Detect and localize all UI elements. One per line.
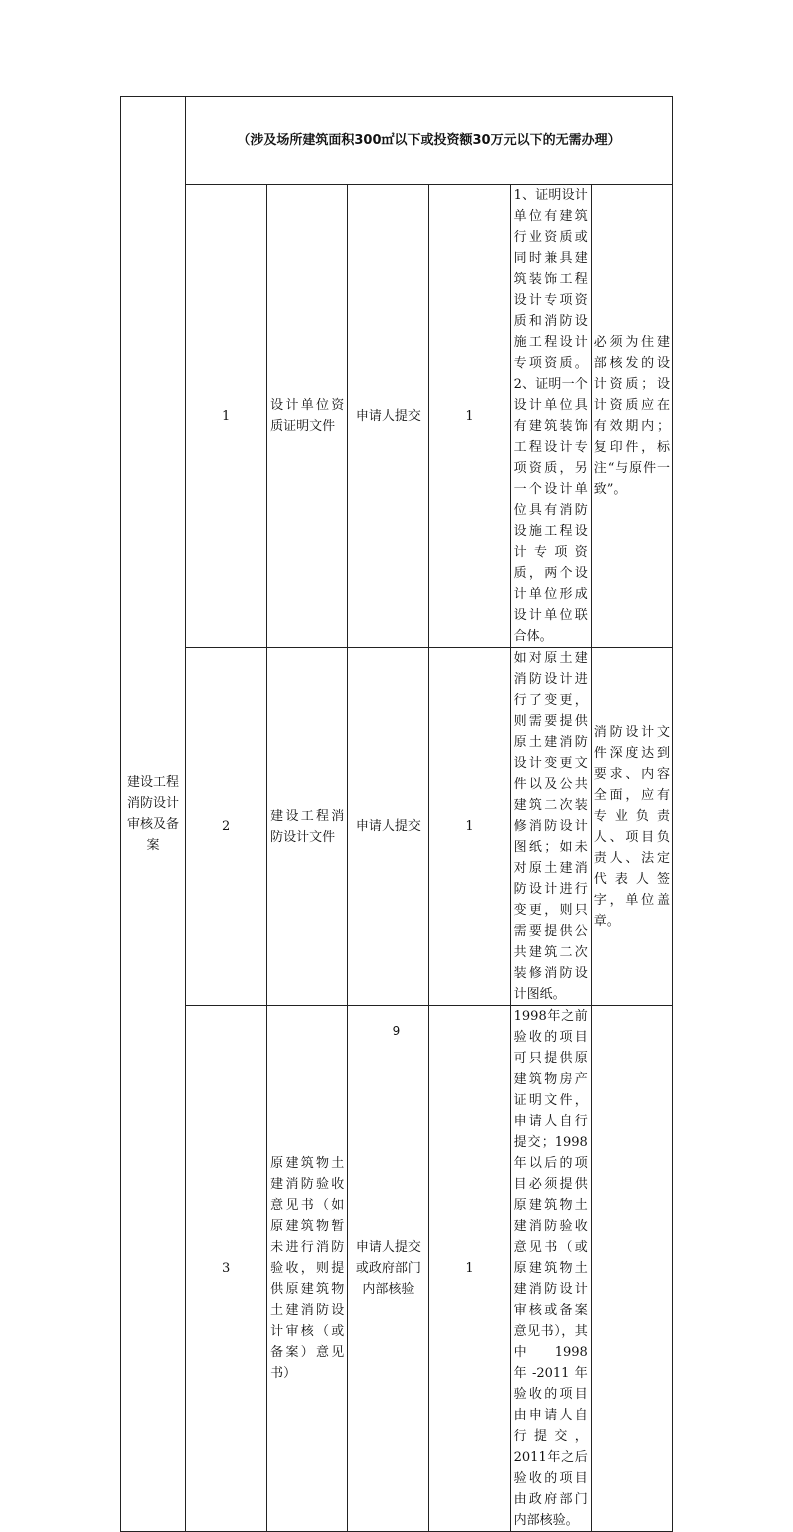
material-condition: 1、证明设计单位有建筑行业资质或同时兼具建筑装饰工程设计专项资质和消防设施工程设计专项资质。2、证明一个设计单位具有建筑装饰工程设计专项资质，另一个设计单位具有消防设施工程设计专项资质，两个设计单位形成设计单位联合体。 <box>513 188 588 644</box>
material-requirement: 消防设计文件深度达到要求、内容全面，应有专业负责人、项目负责人、法定代表人签字，单位盖章。 <box>593 724 670 929</box>
row-number: 1 <box>186 185 267 648</box>
material-name: 原建筑物土建消防验收意见书（如原建筑物暂未进行消防验收，则提供原建筑物土建消防设计审核（或备案）意见书） <box>270 1156 345 1381</box>
copy-count: 1 <box>429 648 510 1006</box>
copy-count: 1 <box>429 185 510 648</box>
row-number: 3 <box>186 1006 267 1532</box>
material-condition: 如对原土建消防设计进行了变更，则需要提供原土建消防设计变更文件以及公共建筑二次装修消防设计图纸；如未对原土建消防设计进行变更，则只需要提供公共建筑二次装修消防设计图纸。 <box>513 651 588 1002</box>
material-name: 设计单位资质证明文件 <box>270 398 345 434</box>
header-note: （涉及场所建筑面积300㎡以下或投资额30万元以下的无需办理） <box>186 97 673 185</box>
submission-method: 申请人提交 <box>355 408 421 424</box>
submission-method: 申请人提交 <box>355 819 421 834</box>
material-requirement: 必须为住建部核发的设计资质；设计资质应在有效期内；复印件，标注“与原件一致”。 <box>593 335 670 497</box>
material-condition: 1998年之前验收的项目可只提供原建筑物房产证明文件，申请人自行提交；1998年以后的项目必须提供原建筑物土建消防验收意见书（或原建筑物土建消防设计审核或备案意见书），其中1998年-2011年验收的项目由申请人自行提交，2011年之后验收的项目由政府部门内部核验。 <box>513 1009 588 1528</box>
row-number: 2 <box>186 648 267 1006</box>
page-number: 9 <box>392 1024 401 1038</box>
materials-table <box>120 96 673 1532</box>
category-label: 建设工程消防设计审核及备案 <box>127 775 180 853</box>
table-row <box>121 1006 673 1532</box>
submission-method: 申请人提交或政府部门内部核验 <box>355 1240 421 1297</box>
copy-count: 1 <box>429 1006 510 1532</box>
material-name: 建设工程消防设计文件 <box>270 808 345 845</box>
header-row <box>121 97 673 185</box>
category-cell <box>121 97 186 1532</box>
table-row <box>121 185 673 648</box>
table-row <box>121 648 673 1006</box>
